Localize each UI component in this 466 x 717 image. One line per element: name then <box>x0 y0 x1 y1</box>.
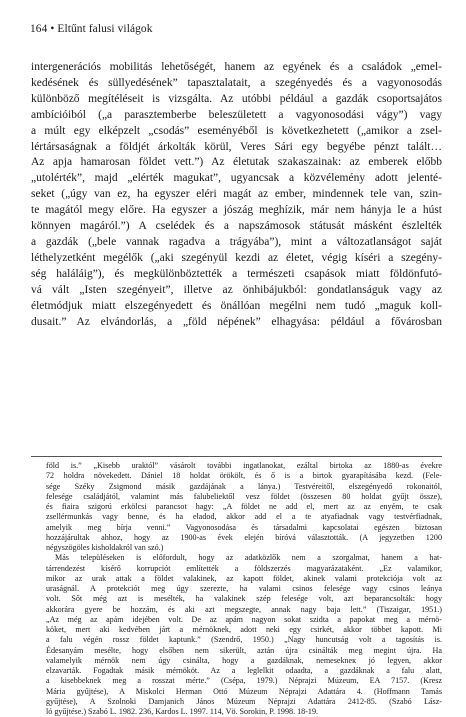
body-text-line: a gazdák („bele vannak ragadva a trágyába”), mint a változatlanságot saját <box>31 235 442 248</box>
body-text-line: lértársaságnak a földjét árkolták körül, Veres Sári egy begyébe pénzt talált… <box>31 140 442 153</box>
footnote-line: akkorára gyere be hozzám, és aki azt megszegte, annak nagy baja lett.” (Tiszaigar, 1951.) <box>46 604 442 614</box>
footnote-line: zsellérmunkás vagy benne, és ha eladod, akkor add el a te atyafiadnak vagy testvérfiadnak, <box>46 512 442 522</box>
body-text-line: ség haláláig”), és megkülönböztették a természeti csapások miatt földönfutó- <box>31 267 442 280</box>
footnote-line: a falu végén rossz földet kaptunk.” (Szendrő, 1950.) „Nagy huncutság volt a tagosítás is. <box>46 635 442 645</box>
body-text-line: te magától megy előre. Ha egyszer a jószág meghízik, már nem hányja le a húst <box>31 204 442 217</box>
body-text-line: kedésének és süllyedésének” tapasztalatait, a szegényedés és a vagyonosodás <box>31 76 442 89</box>
header-bullet: • <box>50 23 55 35</box>
body-text-line: életmódjuk miatt elszegényedett és önállóan megélni nem tudó „maguk koll- <box>31 299 442 312</box>
body-text-line: dusait.” Az elvándorlás, a „föld népének” elhagyása: például a fővárosban <box>31 315 442 328</box>
body-text-line: léthelyzetként megélők („aki szegényül kezdi az életet, végig kíséri a szegény- <box>31 251 442 264</box>
footnote-line: és fiaira szigorú erkölcsi parancsot hagy: „A földet ne add el, mert az az enyém, te csak <box>46 502 442 511</box>
running-title: Eltűnt falusi világok <box>57 23 153 35</box>
footnote-line: sége Széky Zsigmond másik gazdájának a lánya.) Testvéreitől, elszegényedő rokonaitól, <box>46 481 442 491</box>
footnote-line: „Az még az apám idejében volt. De az apám nagyon sokat szidta a papokat meg a mérnö- <box>46 614 442 624</box>
body-text-line: ambícióiból („a parasztemberbe beleszületett a vagyonosodási vágy”) vagy <box>31 108 442 121</box>
footnote-line: mikor az urak attak a földet valakinek, az kapott földet, akinek valami protekciója volt az <box>46 573 442 583</box>
footnote-divider <box>31 456 442 457</box>
footnote-line: amelyik meg bírja venni.” Vagyonosodása és társadalmi kapcsolatai egészen biztosan <box>46 522 442 532</box>
footnote-block <box>46 461 442 717</box>
footnote-line: a kisebbeknek meg a rosszat mérte.” (Csépa, 1979.) Néprajzi Múzeum, EA 7157. (Kresz <box>46 676 442 686</box>
footnote-line: négyszögöles kisholdakról van szó.) <box>46 543 164 552</box>
body-text <box>31 60 442 330</box>
footnote-line: Édesanyám mesélte, hogy elsőben nem sikerült, aztán újra csinálták meg megint újra. Ha <box>46 645 442 655</box>
footnote-line: elzavarták. Fogadtak másik mérnököt. Az a leglelkit odaadta, a gazdáknak a falu alatt, <box>46 666 442 675</box>
running-header <box>30 23 153 35</box>
footnote-line: uraságnál. A protekciót meg úgy szerezte, ha valami csinos felesége vagy csinos leánya <box>46 584 442 593</box>
footnote-line: ló gyűjtése.) Szabó L. 1982. 236, Kardos L. 1997. 114, Vö. Sorokin, P. 1998. 18-19. <box>46 707 319 716</box>
footnote-line: föld is.” „Kisebb uraktól” vásárolt további ingatlanokat, ezáltal birtoka az 1880-as évekre <box>46 461 442 470</box>
body-text-line: seket („úgy van ez, ha egyszer eléri magát az ember, mindennek tele van, szin- <box>31 188 442 201</box>
body-text-line: a múlt egy elképzelt „csodás” eseményéből is következhetett („amikor a zsel- <box>31 124 442 137</box>
footnote-line: tárrendezést kísérő korrupciót említették a földszerzés magyarázataként. „Ez valamikor, <box>46 563 442 573</box>
footnote-line: hozzájárultak ahhoz, hogy az 1900-as évek elején bíróvá választották. (A jegyzetben 1200 <box>46 532 442 542</box>
body-text-line: különböző megítéléseit is vizsgálta. Az utóbbi például a gazdák csoportsajátos <box>31 92 442 105</box>
footnote-line: Mária gyűjtése), A Miskolci Herman Ottó Múzeum Néprajzi Adattára 4. (Hoffmann Tamás <box>46 686 442 696</box>
footnote-line: volt. Sőt még azt is mesélték, ha valakinek szép felesége volt, azt beparancsolták: hogy <box>46 594 442 604</box>
footnote-line: felesége családjától, valamint más falubeliektől vesz földet (összesen 80 holdat gyűjt össze), <box>46 491 442 501</box>
body-text-line: intergenerációs mobilitás lehetőségét, hanem az egyének és a családok „emel- <box>31 61 442 73</box>
body-text-line: Az apja hamarosan földet vett.”) Az életutak szakaszainak: az emberek előbb <box>31 156 442 169</box>
body-text-line: könnyen magáról.”) A cselédek és a napszámosok státusát másként észlelték <box>31 220 442 233</box>
page-number: 164 <box>30 23 48 35</box>
footnote-line: Más településeken is előfordult, hogy az adatközlők nem a szorgalmat, hanem a hat- <box>55 553 442 563</box>
footnote-line: köket, mert aki kedvében járt a mérnöknek, adott neki egy csirkét, akkor többet kapott. Mi <box>46 625 442 634</box>
footnote-line: valamelyik mérnök nem úgy csinálta, hogy a gazdáknak, nemesekneк jó legyen, akkor <box>46 655 442 665</box>
body-text-line: „utolérték”, majd „elérték magukat”, ugyancsak a közvélemény adott jelenté- <box>31 172 442 185</box>
body-text-line: vá vált „Isten szegényeit”, illetve az önhibájukból: gondatlanságuk vagy az <box>31 283 442 296</box>
footnote-line: 72 holdra növekedett. Dániel 18 holdat örökölt, és ő is a birtok gyarapításába kezd. (Fele- <box>46 471 442 481</box>
footnote-line: gyűjtése), A Szolnoki Damjanich János Múzeum Néprajzi Adattára 2412-85. (Szabó Lász- <box>46 696 442 706</box>
